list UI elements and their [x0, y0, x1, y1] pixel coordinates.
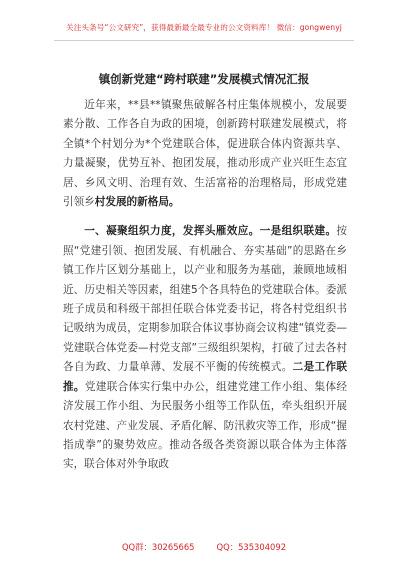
footer-contact [0, 541, 408, 553]
intro-paragraph [63, 96, 347, 212]
section1-heading: 一、凝聚组织力度，发挥头雁效应。一是组织联建。 [84, 225, 337, 238]
section1-part2: 党建联合体实行集中办公，组建党建工作小组、集体经济发展工作小组、为民服务小组等工作队伍，牵头组织开展农村党建、产业发展、矛盾化解、防汛救灾等工作，形成“握指成拳”的聚势效应。推动各级各类资源以联合体为主体落实，联合体对外争取政 [63, 380, 348, 471]
document-title: 镇创新党建“跨村联建”发展模式情况汇报 [98, 72, 310, 86]
intro-bold-text: 村发展的新格局。 [94, 196, 180, 209]
footer-qq-group: QQ群：30265665 [121, 542, 195, 552]
document-body [63, 96, 347, 475]
header-divider [54, 40, 354, 41]
intro-text: 近年来，**县**镇聚焦破解各村庄集体规模小，发展要素分散、工作各自为政的困境，创新跨村联建发展模式，将全镇*个村划分为*个党建联合体，促进联合体内资源共享、力量凝聚，优势互补、抱团发展，推动形成产业兴旺生态宜居、乡风文明、治理有效、生活富裕的治理格局，形成党建引领乡 [63, 99, 347, 209]
header-banner: 关注头条号“公文研究”，获得最新最全最专业的公文资料库！ 微信：gongwenyj [66, 23, 342, 32]
footer-qq: QQ：535304092 [216, 542, 287, 552]
section1-part1: 按照“党建引领、抱团发展、有机融合、夯实基础”的思路在乡镇工作片区划分基础上，以产业和服务为基础，兼顾地域相近、历史相关等因素，组建5个各具特色的党建联合体。委派班子成员和科级干部担任联合体党委书记，将各村党组织书记吸纳为成员，定期参加联合体议事协商会议构建“镇党委—党建联合体党委—村党支部”三级组织架构，打破了过去各村各自为政、力量单薄、发展不平衡的传统模式。 [63, 225, 347, 374]
section1-subheading: 二是工作联推。 [63, 361, 348, 393]
section1-paragraph [63, 222, 347, 474]
